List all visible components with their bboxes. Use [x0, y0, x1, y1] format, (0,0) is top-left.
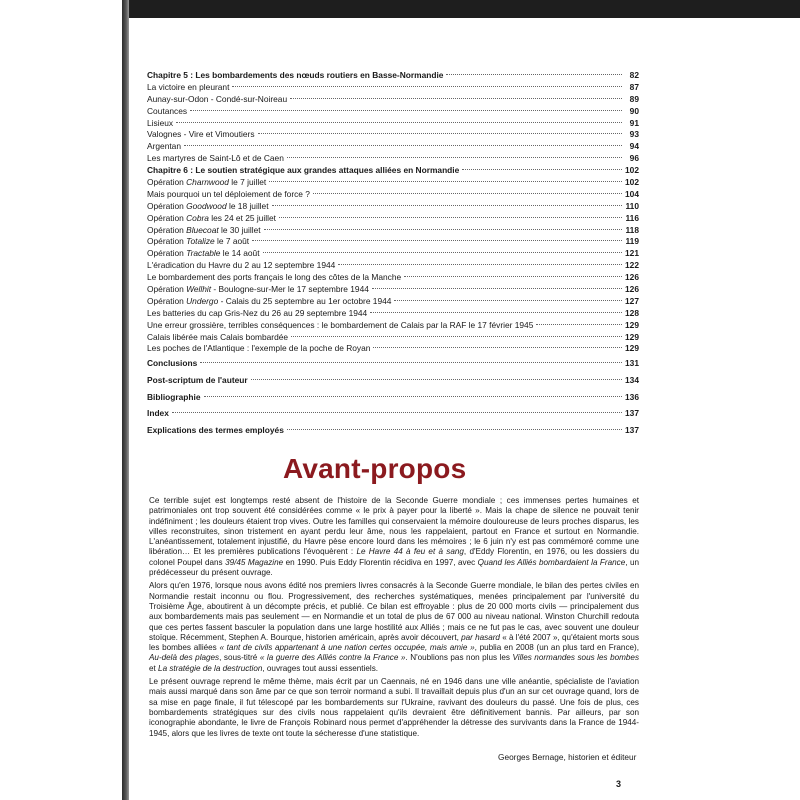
paragraph-text: , un prédécesseur du présent ouvrage.: [149, 557, 639, 578]
toc-entry-text: Une erreur grossière, terribles conséquences : le bombardement de Calais par la RAF le 17 février 1945: [147, 319, 534, 330]
toc-entry-title: [147, 308, 367, 320]
toc-entry-title: [147, 332, 288, 344]
toc-leader-dots: [290, 98, 622, 99]
toc-item: [147, 177, 639, 189]
toc-leader-dots: [404, 276, 622, 277]
toc-entry-title: [147, 201, 269, 213]
toc-item: [147, 129, 639, 141]
toc-leader-dots: [269, 181, 622, 182]
page-number: 3: [616, 779, 622, 789]
toc-item: [147, 225, 639, 237]
toc-page-number: 136: [625, 391, 639, 402]
toc-entry-text: - Boulogne-sur-Mer le 17 septembre 1944: [211, 284, 369, 295]
toc-leader-dots: [172, 412, 622, 413]
toc-page-number: 134: [625, 375, 639, 386]
toc-leader-dots: [279, 217, 622, 218]
paragraph-text: , publia en 2008 (un an plus tard en France),: [474, 643, 639, 653]
toc-entry-text: Opération: [147, 248, 187, 259]
toc-entry-title: Aunay-sur-Odon - Condé-sur-Noireau: [147, 93, 288, 104]
toc-leader-dots: [176, 122, 622, 123]
foreword-paragraph: [149, 677, 639, 739]
toc-page-number: 90: [629, 105, 639, 116]
toc-page-number: 91: [629, 117, 639, 128]
toc-entry-title: [147, 284, 369, 296]
toc-entry-title: Coutances: [147, 105, 188, 116]
toc-leader-dots: [252, 240, 622, 241]
toc-entry-title: Valognes - Vire et Vimoutiers: [147, 129, 255, 140]
toc-entry-text: L'éradication du Havre du 2 au 12 septembre 1944: [147, 260, 336, 271]
toc-major-item: [147, 389, 639, 406]
toc-entry-title: Explications des termes employés: [147, 425, 284, 436]
toc-page-number: 129: [625, 331, 639, 342]
toc-page-number: 102: [625, 177, 639, 188]
toc-page-number: 82: [629, 70, 639, 80]
toc-leader-dots: [313, 193, 622, 194]
toc-leader-dots: [394, 300, 622, 301]
toc-page-number: 127: [625, 295, 639, 306]
toc-page-number: 118: [625, 224, 639, 235]
foreword-paragraph: [149, 581, 639, 674]
book-binding-edge: [122, 0, 129, 800]
toc-item: [147, 189, 639, 201]
toc-entry-title: [147, 296, 391, 308]
toc-chapter-5: [147, 70, 639, 82]
toc-entry-title: Post-scriptum de l'auteur: [147, 375, 248, 386]
toc-operation-name: Goodwood: [186, 200, 227, 211]
toc-item: [147, 94, 639, 106]
toc-entry-text: Les batteries du cap Gris-Nez du 26 au 29 septembre 1944: [147, 307, 368, 318]
toc-page-number: 96: [629, 153, 639, 164]
toc-leader-dots: [370, 312, 622, 313]
toc-item: [147, 343, 639, 355]
scan-top-edge: [122, 0, 800, 18]
toc-entry-text: le 7 août: [214, 236, 250, 247]
paragraph-text: . N'oublions pas non plus les: [405, 653, 513, 663]
foreword-title: Avant-propos: [283, 453, 467, 484]
toc-item: [147, 118, 639, 130]
paragraph-text: , sous-titré: [219, 653, 260, 663]
toc-entry-text: Le bombardement des ports français le long des côtes de la Manche: [147, 272, 402, 283]
toc-item: [147, 332, 639, 344]
toc-operation-name: Charnwood: [186, 177, 229, 188]
toc-major-item: [147, 355, 639, 372]
toc-page-number: 129: [625, 343, 639, 354]
toc-chapter-6: [147, 165, 639, 177]
paragraph-text: et: [149, 663, 159, 673]
foreword-body: [149, 496, 639, 742]
toc-page-number: 128: [625, 307, 639, 318]
toc-leader-dots: [190, 110, 622, 111]
toc-operation-name: Wellhit: [186, 284, 212, 295]
table-of-contents: [147, 70, 639, 439]
toc-page-number: 129: [625, 319, 639, 330]
toc-leader-dots: [287, 157, 622, 158]
toc-item: [147, 272, 639, 284]
cited-title: Quand les Alliés bombardaient la France: [477, 557, 626, 567]
toc-item: [147, 141, 639, 153]
toc-item: [147, 153, 639, 165]
toc-entry-text: le 18 juillet: [226, 200, 269, 211]
toc-entry-title: [147, 236, 249, 248]
toc-entry-title: [147, 177, 266, 189]
toc-entry-text: Mais pourquoi un tel déploiement de force ?: [147, 188, 310, 199]
toc-operation-name: Cobra: [186, 212, 209, 223]
toc-entry-title: Chapitre 6 : Le soutien stratégique aux grandes attaques alliées en Normandie: [147, 165, 460, 176]
toc-entry-title: Argentan: [147, 141, 181, 152]
cited-title: « la guerre des Alliés contre la France »: [259, 653, 406, 663]
toc-entry-text: le 14 août: [220, 248, 260, 259]
cited-title: « tant de civils appartenant à une nation certes occupée, mais amie »: [219, 643, 475, 653]
foreword-paragraph: [149, 496, 639, 578]
toc-entry-title: Index: [147, 408, 169, 419]
toc-entry-title: [147, 272, 401, 284]
paragraph-text: « à l'été 2007 », qu'étaient morts sous les bombes alliées: [149, 632, 640, 653]
paragraph-text: Alors qu'en 1976, lorsque nous avons édité nos premiers livres consacrés à la Seconde Guerre mondiale, le bilan des pertes civiles en Normandie restait inconnu ou flou. Progressivement, des recherches systématiques, menées principalement par l'université du Troisième Âge, aboutirent à un décompte précis, et publié. Ce bilan est effroyable : plus de 20 000 morts civils — principalement dus aux bombardements mais pas seulement — en Normandie et un total de plus de 67 000 au niveau national. Winston Churchill redouta que ces pertes fassent basculer la population dans une large hostilité aux Alliés ; mais ce ne fut pas le cas, avec souvent une douleur stoïque. Récemment, Stephen A. Bourque, historien américain, après avoir découvert,: [149, 581, 639, 642]
toc-page-number: 131: [625, 358, 639, 369]
toc-leader-dots: [462, 169, 622, 170]
paragraph-text: , ouvrages tout aussi essentiels.: [262, 663, 379, 673]
toc-page-number: 87: [629, 81, 639, 92]
toc-leader-dots: [200, 362, 622, 363]
toc-leader-dots: [338, 264, 622, 265]
toc-page-number: 116: [625, 212, 639, 223]
toc-leader-dots: [264, 229, 622, 230]
toc-entry-text: Opération: [147, 224, 187, 235]
toc-operation-name: Bluecoat: [186, 224, 219, 235]
toc-page-number: 137: [625, 425, 639, 436]
cited-title: Le Havre 44 à feu et à sang: [356, 547, 464, 557]
cited-title: La stratégie de la destruction: [158, 663, 263, 673]
toc-operation-name: Totalize: [186, 236, 215, 247]
toc-page-number: 122: [625, 260, 639, 271]
paragraph-text: Ce terrible sujet est longtemps resté absent de l'histoire de la Seconde Guerre mondiale ; ces immenses pertes humaines et patrimoniales ont trop souvent été considérées comme « le prix à payer pour la liberté ». Mais la chape de silence ne pouvait tenir indéfiniment ; les douleurs étaient trop vives. Outre les familles qui conservaient la mémoire douloureuse de leurs proches disparus, les villes reconstruites, sinon tristement en ayant perdu leur âme, nous les rappelaient, partout en France et surtout en Normandie. L'anéantissement, totalement injustifié, du Havre pèse encore lourd dans les mémoires ; le 6 juin n'y est pas commémoré comme une libération… Et les premières publications l'évoquèrent :: [149, 496, 639, 557]
cited-title: Villes normandes sous les bombes: [512, 653, 640, 663]
cited-title: Au-delà des plages: [149, 653, 220, 663]
toc-entry-title: [147, 213, 276, 225]
toc-entry-title: [147, 260, 335, 272]
foreword-signature: Georges Bernage, historien et éditeur: [498, 752, 637, 762]
toc-item: [147, 248, 639, 260]
toc-entry-title: Lisieux: [147, 117, 174, 128]
toc-major-item: [147, 422, 639, 439]
toc-entry-text: les 24 et 25 juillet: [208, 212, 276, 223]
toc-entry-text: - Calais du 25 septembre au 1er octobre 1944: [218, 295, 392, 306]
toc-leader-dots: [251, 379, 622, 380]
toc-item: [147, 320, 639, 332]
toc-entry-text: Opération: [147, 295, 187, 306]
toc-entry-text: Opération: [147, 284, 187, 295]
toc-page-number: 110: [625, 200, 639, 211]
toc-item: [147, 284, 639, 296]
toc-item: [147, 106, 639, 118]
toc-entry-title: [147, 189, 310, 201]
toc-leader-dots: [263, 252, 622, 253]
toc-entry-title: [147, 343, 370, 355]
toc-leader-dots: [291, 336, 622, 337]
toc-entry-title: Bibliographie: [147, 391, 201, 402]
toc-entry-text: Calais libérée mais Calais bombardée: [147, 331, 289, 342]
toc-entry-title: La victoire en pleurant: [147, 81, 230, 92]
toc-page-number: 119: [625, 236, 639, 247]
toc-leader-dots: [373, 347, 622, 348]
toc-page-number: 93: [629, 129, 639, 140]
toc-major-item: [147, 405, 639, 422]
toc-leader-dots: [272, 205, 622, 206]
toc-leader-dots: [536, 324, 622, 325]
paragraph-text: en 1990. Puis Eddy Florentin récidiva en 1997, avec: [283, 557, 478, 567]
toc-entry-title: [147, 248, 260, 260]
cited-title: par hasard: [461, 632, 500, 642]
paragraph-text: Le présent ouvrage reprend le même thème, mais écrit par un Caennais, né en 1946 dans une ville anéantie, spécialiste de l'aviation mais aussi marqué dans son âme par ce que son terroir normand a subi. Il travaillait depuis plus d'un an sur cet ouvrage quand, lors de sa mise en page finale, il fut télescopé par les bombardements sur l'Ukraine, ravivant des douleurs du passé. Une fois de plus, ces bombardements stratégiques sur des civils nous rappelaient qu'ils devraient être définitivement bannis. Par ailleurs, par son iconographie abondante, le livre de François Robinard nous permet d'appréhender la détresse des survivants dans la France de 1944-1945, alors que les livres de texte ont toute la sécheresse d'une statistique.: [149, 677, 639, 738]
toc-page-number: 104: [625, 188, 639, 199]
toc-entry-text: Opération: [147, 236, 187, 247]
toc-entry-text: Les poches de l'Atlantique : l'exemple de la poche de Royan: [147, 343, 371, 354]
toc-entry-text: Opération: [147, 200, 187, 211]
toc-item: [147, 296, 639, 308]
cited-title: 39/45 Magazine: [225, 557, 284, 567]
toc-entry-title: Les martyres de Saint-Lô et de Caen: [147, 153, 284, 164]
toc-item: [147, 213, 639, 225]
toc-entry-text: le 7 juillet: [228, 177, 267, 188]
scan-margin-left: [0, 0, 120, 800]
toc-leader-dots: [258, 133, 622, 134]
toc-entry-title: [147, 320, 533, 332]
toc-page-number: 102: [625, 165, 639, 176]
toc-leader-dots: [446, 74, 622, 75]
toc-leader-dots: [204, 396, 622, 397]
toc-entry-title: Conclusions: [147, 358, 198, 369]
toc-entry-title: [147, 225, 261, 237]
toc-page-number: 94: [629, 141, 639, 152]
toc-leader-dots: [372, 288, 622, 289]
toc-item: [147, 308, 639, 320]
paragraph-text: , d'Eddy Florentin, en 1976, ou les dossiers du colonel Poupel dans: [149, 547, 639, 567]
toc-page-number: 126: [625, 272, 639, 283]
toc-page-number: 121: [625, 248, 639, 259]
toc-page-number: 137: [625, 408, 639, 419]
toc-entry-text: le 30 juillet: [218, 224, 261, 235]
toc-item: [147, 201, 639, 213]
toc-item: [147, 236, 639, 248]
toc-entry-text: Opération: [147, 177, 187, 188]
toc-leader-dots: [287, 429, 622, 430]
toc-leader-dots: [184, 145, 622, 146]
toc-page-number: 89: [629, 93, 639, 104]
toc-leader-dots: [232, 86, 622, 87]
toc-entry-text: Opération: [147, 212, 187, 223]
toc-entry-title: Chapitre 5 : Les bombardements des nœuds routiers en Basse-Normandie: [147, 70, 444, 80]
toc-operation-name: Undergo: [186, 295, 219, 306]
toc-page-number: 126: [625, 284, 639, 295]
toc-item: [147, 82, 639, 94]
toc-operation-name: Tractable: [186, 248, 221, 259]
toc-major-item: [147, 372, 639, 389]
toc-item: [147, 260, 639, 272]
